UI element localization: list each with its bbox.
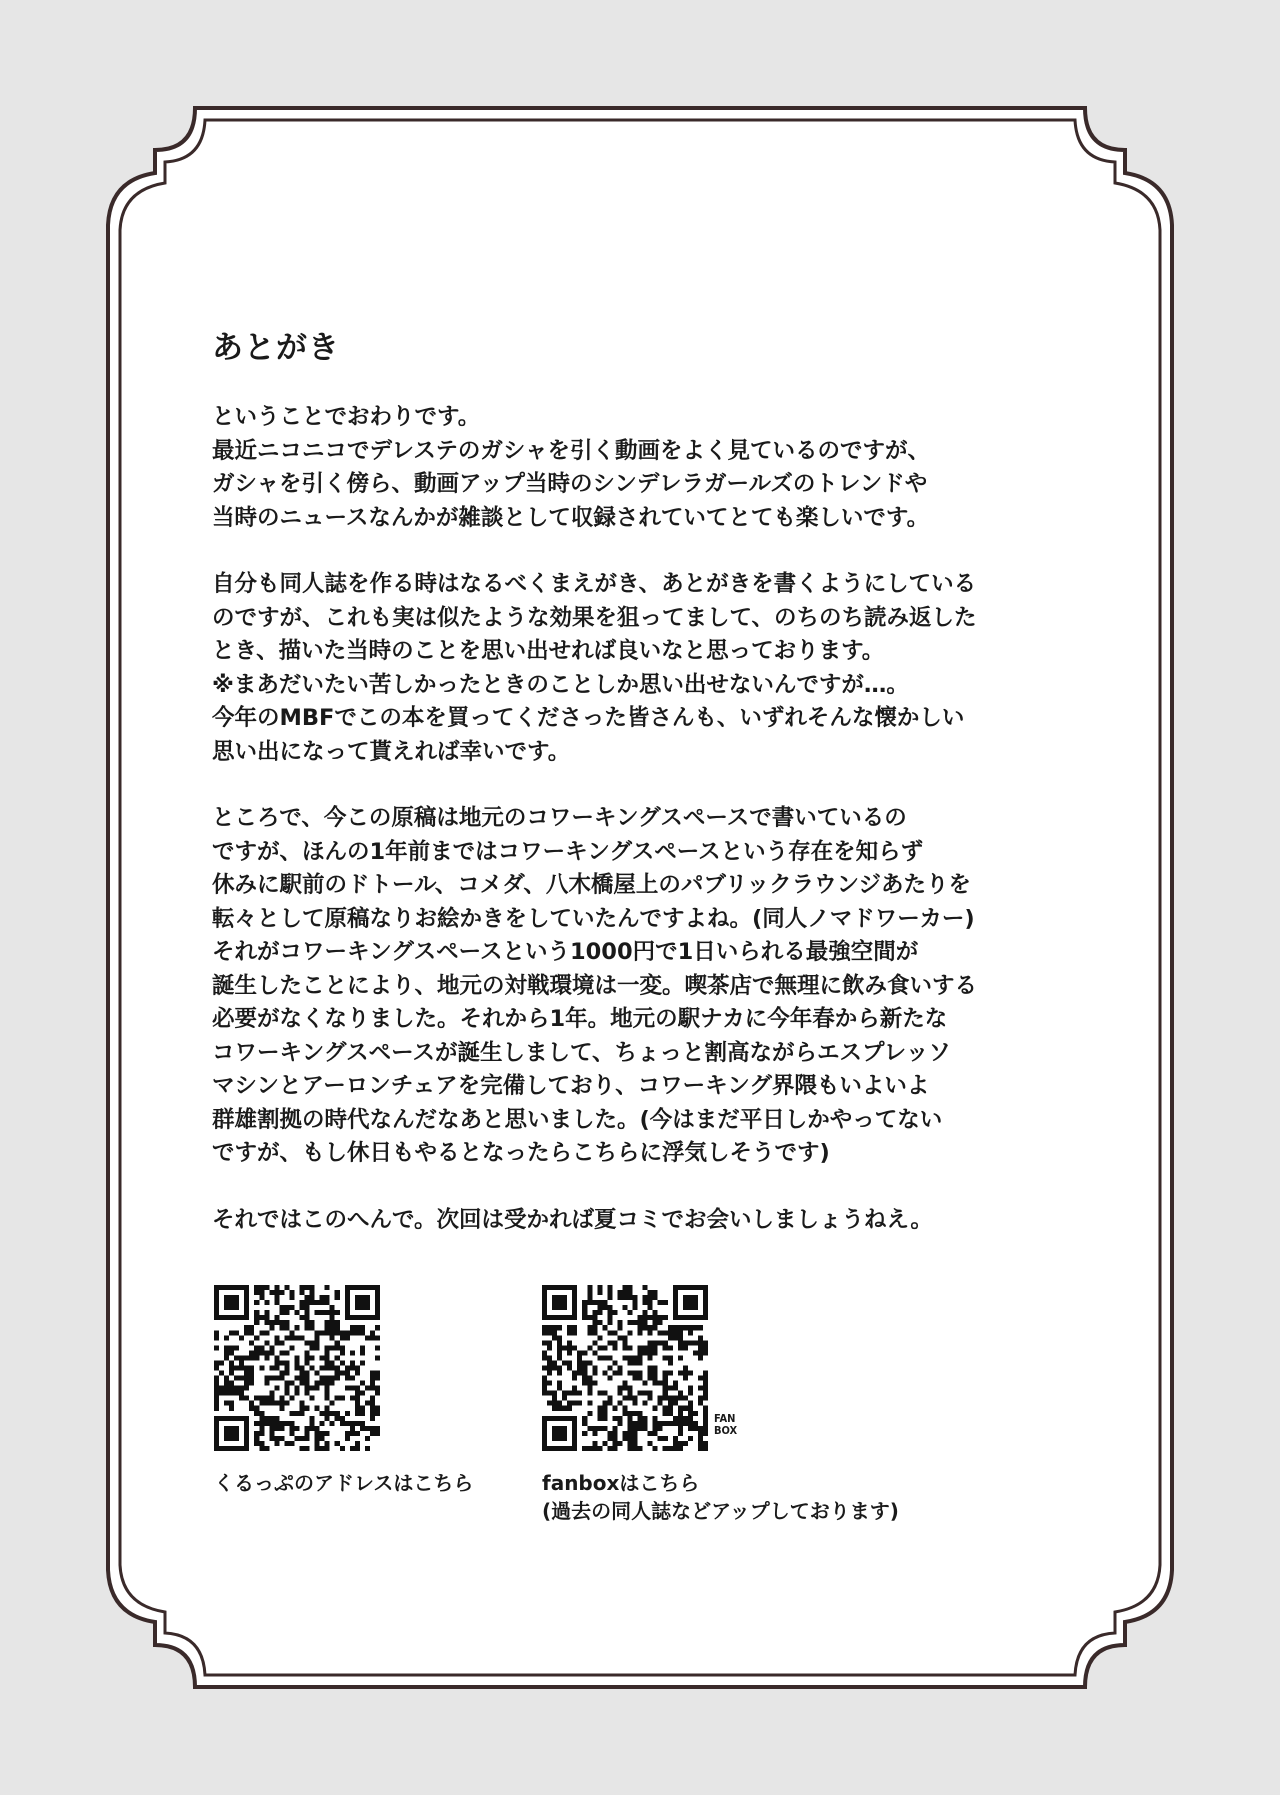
- paragraph-line: 転々として原稿なりお絵かきをしていたんですよね。(同人ノマドワーカー): [212, 905, 975, 932]
- paragraph-line: ですが、もし休日もやるとなったらこちらに浮気しそうです): [212, 1140, 830, 1167]
- paragraph-line: ガシャを引く傍ら、動画アップ当時のシンデレラガールズのトレンドや: [212, 471, 928, 498]
- page-title: あとがき: [212, 330, 340, 366]
- paragraph-line: 休みに駅前のドトール、コメダ、八木橋屋上のパブリックラウンジあたりを: [212, 872, 972, 899]
- kurupp-qr-caption-line: くるっぷのアドレスはこちら: [214, 1471, 474, 1495]
- paragraph-line: コワーキングスペースが誕生しまして、ちょっと割高ながらエスプレッソ: [212, 1039, 951, 1066]
- afterword-body: [212, 401, 1092, 1237]
- paragraph: [212, 401, 1092, 535]
- paragraph-line: 必要がなくなりました。それから1年。地元の駅ナカに今年春から新たな: [212, 1006, 948, 1033]
- fanbox-badge: [714, 1413, 737, 1437]
- paragraph-line: のですが、これも実は似たような効果を狙ってまして、のちのち読み返した: [212, 604, 977, 631]
- fanbox-badge-line: BOX: [714, 1424, 738, 1437]
- paragraph-line: 思い出になって貰えれば幸いです。: [212, 738, 571, 765]
- paragraph-line: 群雄割拠の時代なんだなあと思いました。(今はまだ平日しかやってない: [212, 1106, 943, 1133]
- paragraph: [212, 1204, 1092, 1238]
- paragraph-line: それではこのへんで。次回は受かれば夏コミでお会いしましょうねえ。: [212, 1206, 933, 1233]
- afterword-content: [212, 330, 1092, 1270]
- qr-section: [212, 1285, 1092, 1525]
- paragraph-line: 最近ニコニコでデレステのガシャを引く動画をよく見ているのですが、: [212, 437, 930, 464]
- kurupp-qr-caption: [214, 1469, 473, 1497]
- paragraph: [212, 802, 1092, 1171]
- paragraph-line: それがコワーキングスペースという1000円で1日いられる最強空間が: [212, 939, 919, 966]
- fanbox-qr-caption-line: (過去の同人誌などアップしております): [542, 1499, 899, 1523]
- fanbox-qr-caption-line: fanboxはこちら: [542, 1471, 700, 1495]
- fanbox-badge-line: FAN: [714, 1412, 736, 1425]
- qr-block-kurupp: [214, 1285, 473, 1497]
- qr-block-fanbox: [542, 1285, 899, 1525]
- paragraph-line: 誕生したことにより、地元の対戦環境は一変。喫茶店で無理に飲み食いする: [212, 972, 978, 999]
- paragraph-line: ということでおわりです。: [212, 404, 481, 431]
- kurupp-qr-code-icon[interactable]: [214, 1285, 380, 1451]
- paragraph: [212, 568, 1092, 769]
- paragraph-line: ※まあだいたい苦しかったときのことしか思い出せないんですが…。: [212, 671, 909, 698]
- paragraph-line: 自分も同人誌を作る時はなるべくまえがき、あとがきを書くようにしている: [212, 571, 977, 598]
- paragraph-line: マシンとアーロンチェアを完備しており、コワーキング界隈もいよいよ: [212, 1073, 930, 1100]
- fanbox-qr-caption: [542, 1469, 899, 1525]
- paragraph-line: 当時のニュースなんかが雑談として収録されていてとても楽しいです。: [212, 504, 930, 531]
- paragraph-line: ですが、ほんの1年前まではコワーキングスペースという存在を知らず: [212, 838, 924, 865]
- fanbox-qr-code-icon[interactable]: [542, 1285, 708, 1451]
- paragraph-line: とき、描いた当時のことを思い出せれば良いなと思っております。: [212, 638, 885, 665]
- paragraph-line: 今年のMBFでこの本を買ってくださった皆さんも、いずれそんな懐かしい: [212, 705, 965, 732]
- paragraph-line: ところで、今この原稿は地元のコワーキングスペースで書いているの: [212, 805, 907, 832]
